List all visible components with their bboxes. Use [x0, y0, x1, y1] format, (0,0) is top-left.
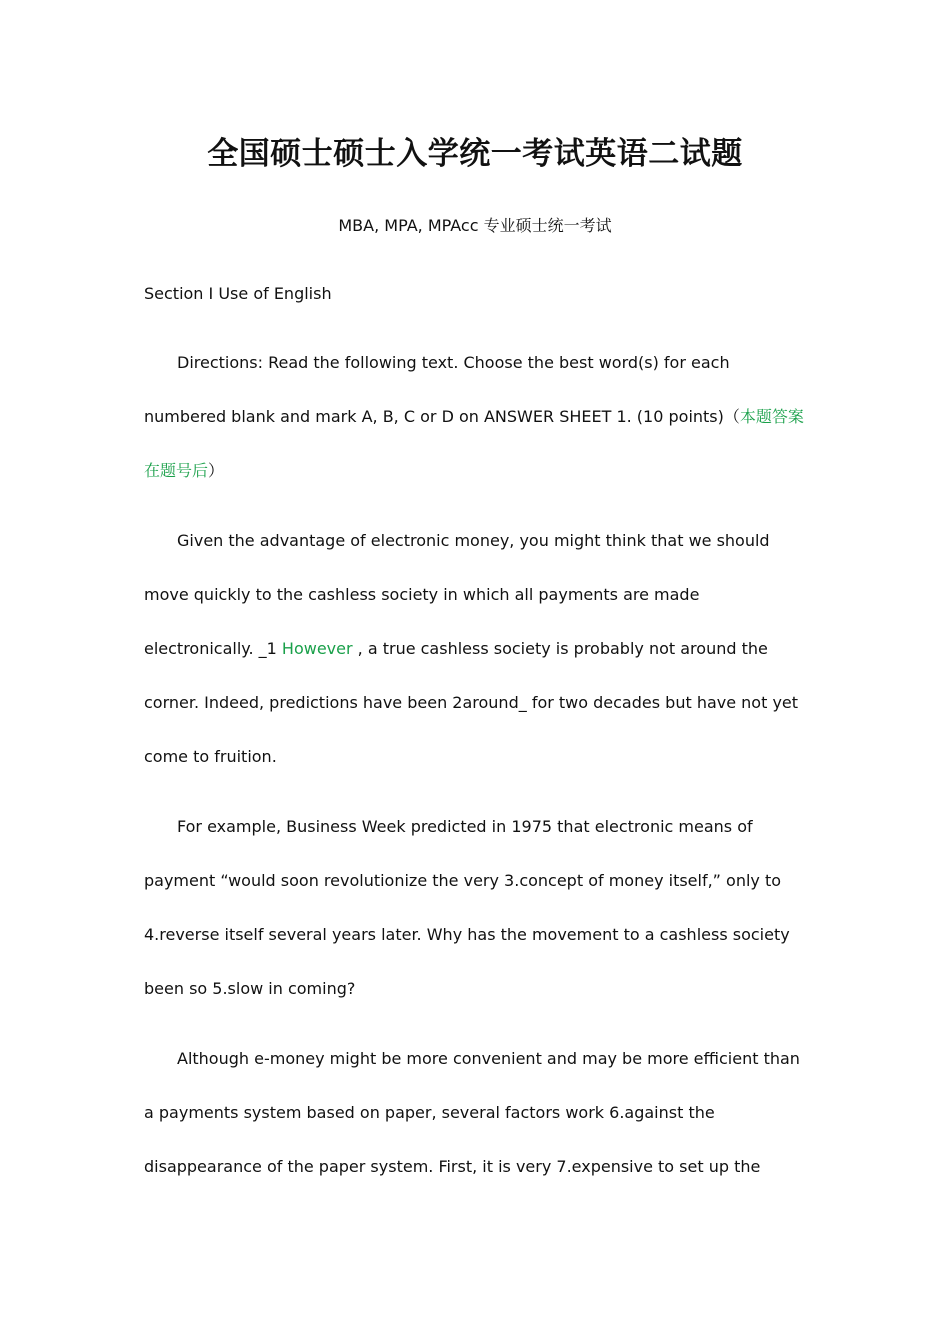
passage-paragraph-1	[144, 514, 814, 784]
paragraph-1-after: , a true cashless society is probably not around the corner. Indeed, predictions have been 2around_ for two decades but have not yet come to fruition.	[144, 639, 799, 766]
paragraph-1-before: Given the advantage of electronic money, you might think that we should move quickly to the cashless society in which all payments are made electronically. _1	[144, 531, 770, 658]
directions-paragraph	[144, 336, 814, 498]
subtitle-exam-name: 专业硕士统一考试	[483, 216, 612, 235]
passage-paragraph-2: For example, Business Week predicted in 1975 that electronic means of payment “would soon revolutionize the very 3.concept of money itself,” only to 4.reverse itself several years later. Why has the movement to a cashless society been so 5.slow in coming?	[144, 817, 790, 998]
document-subtitle	[0, 213, 950, 236]
document-title: 全国硕士硕士入学统一考试英语二试题	[207, 136, 743, 172]
directions-note-close: ）	[208, 461, 225, 480]
answer-1-highlight: However	[281, 639, 353, 658]
directions-note: 本题答案在题号后	[144, 407, 804, 480]
subtitle-programs: MBA, MPA, MPAcc	[338, 216, 484, 235]
directions-text: Directions: Read the following text. Choose the best word(s) for each numbered blank and mark A, B, C or D on ANSWER SHEET 1. (10 points)	[144, 353, 730, 426]
section-heading: Section I Use of English	[144, 284, 332, 303]
passage-paragraph-3: Although e-money might be more convenient and may be more efficient than a payments system based on paper, several factors work 6.against the disappearance of the paper system. First, it is very 7.expensive to set up the	[144, 1049, 800, 1176]
document-body	[144, 336, 814, 1210]
directions-note-open: （	[723, 407, 740, 426]
